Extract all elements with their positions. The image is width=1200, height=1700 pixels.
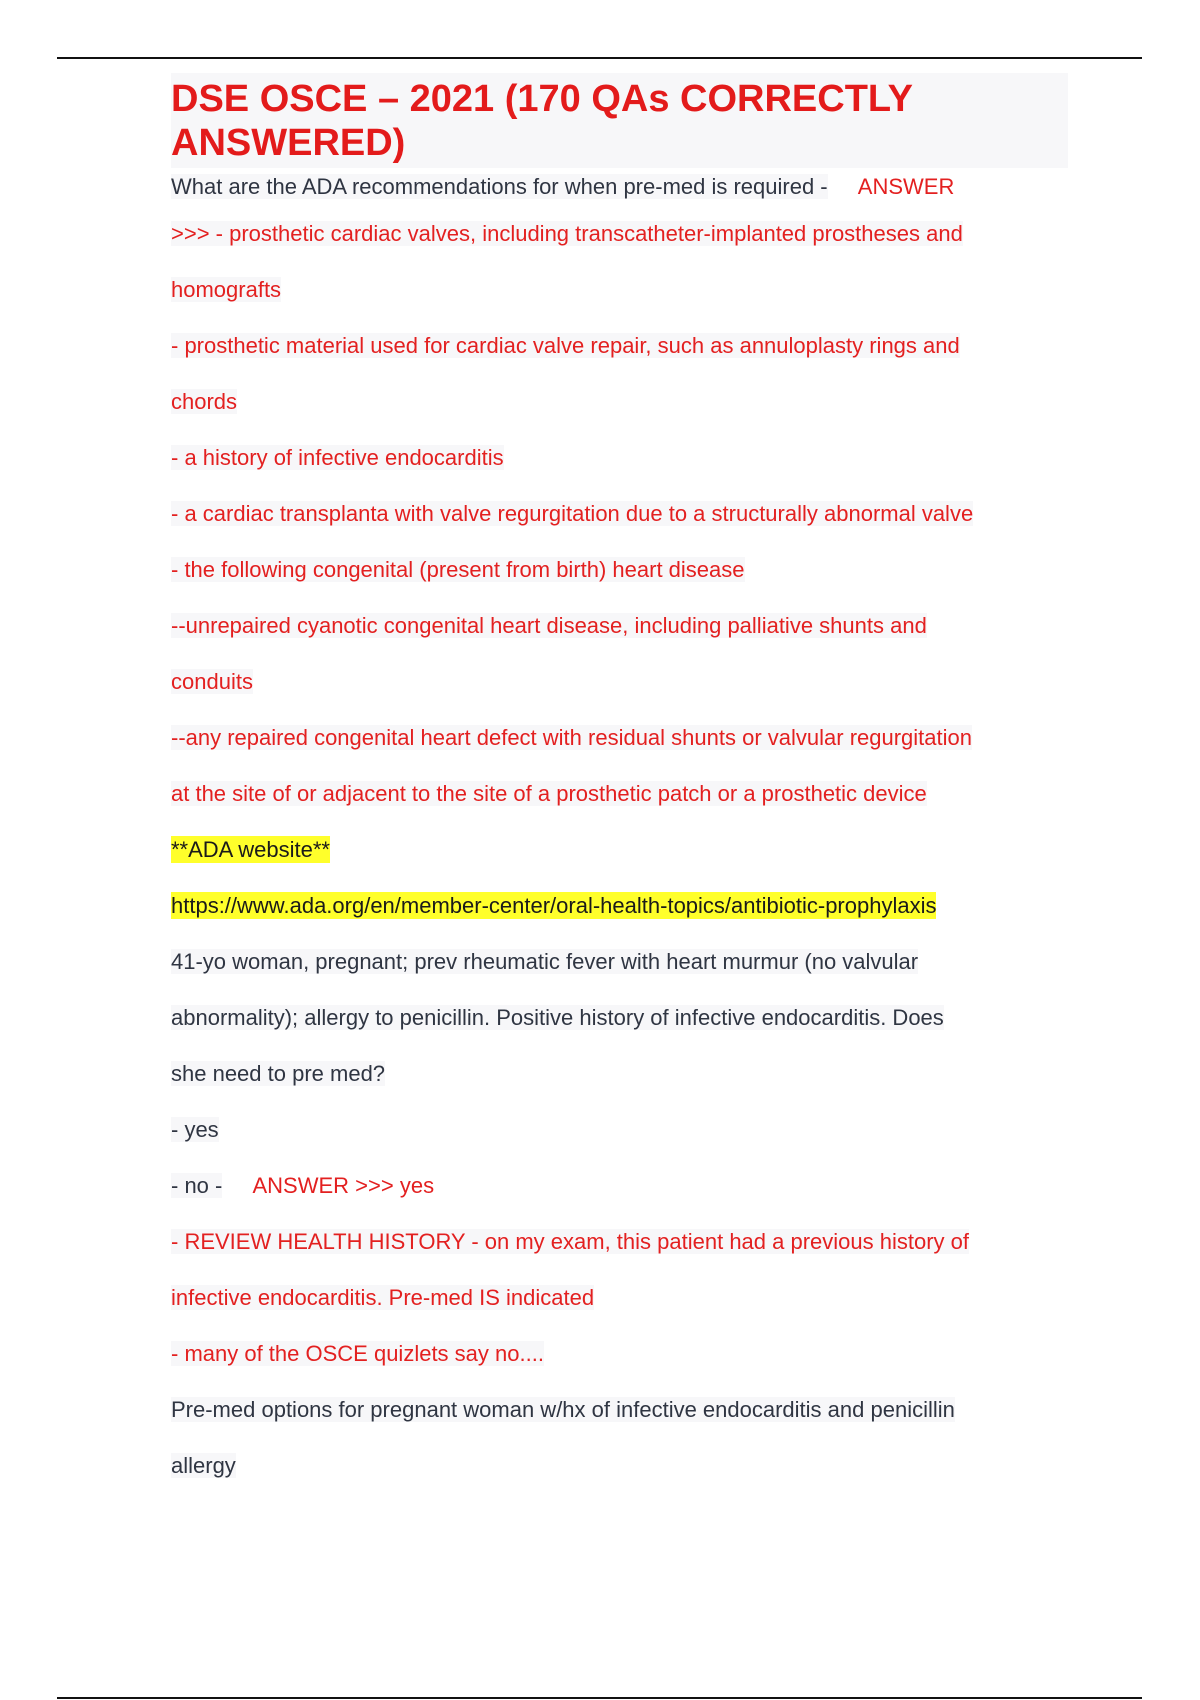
- q2-question-line: [171, 1046, 1071, 1102]
- q3-question-line: [171, 1438, 1071, 1494]
- q1-source-line: [171, 822, 1071, 878]
- q1-answer-line: [171, 262, 1071, 318]
- q1-source-url[interactable]: https://www.ada.org/en/member-center/oral-health-topics/antibiotic-prophylaxis: [171, 893, 937, 918]
- q1-answer-line: [171, 318, 1071, 374]
- q3-question-text: allergy: [171, 1453, 236, 1478]
- q1-answer-text: - prosthetic material used for cardiac valve repair, such as annuloplasty rings and: [171, 333, 960, 358]
- q1-url-line: [171, 878, 1071, 934]
- q3-question-line: [171, 1382, 1071, 1438]
- q2-note-line: [171, 1214, 1071, 1270]
- q3-question-text: Pre-med options for pregnant woman w/hx of infective endocarditis and penicillin: [171, 1397, 955, 1422]
- q1-answer-line: [171, 654, 1071, 710]
- document-page: [171, 73, 1071, 1494]
- q1-answer-line: [171, 486, 1071, 542]
- q1-source-label: **ADA website**: [171, 837, 330, 862]
- q2-option-no-line: [171, 1158, 1071, 1214]
- q2-note-line: [171, 1326, 1071, 1382]
- q1-answer-text: --unrepaired cyanotic congenital heart disease, including palliative shunts and: [171, 613, 927, 638]
- q2-answer-tag: ANSWER: [252, 1173, 350, 1198]
- q2-note-text: - many of the OSCE quizlets say no....: [171, 1341, 544, 1366]
- q1-answer-text: homografts: [171, 277, 282, 302]
- q1-answer-text: --any repaired congenital heart defect with residual shunts or valvular regurgitation: [171, 725, 972, 750]
- q1-answer-line: [171, 206, 1071, 262]
- q1-answer-line: [171, 374, 1071, 430]
- q1-question-line: [171, 168, 1071, 206]
- q2-note-text: infective endocarditis. Pre-med IS indicated: [171, 1285, 595, 1310]
- q1-answer-line: [171, 598, 1071, 654]
- q2-answer-value: >>> yes: [355, 1173, 435, 1198]
- q2-question-text: 41-yo woman, pregnant; prev rheumatic fever with heart murmur (no valvular: [171, 949, 919, 974]
- q1-answer-text: conduits: [171, 669, 253, 694]
- q2-question-text: abnormality); allergy to penicillin. Positive history of infective endocarditis. Does: [171, 1005, 944, 1030]
- title-block: [171, 73, 1068, 168]
- q1-answer-text: at the site of or adjacent to the site of a prosthetic patch or a prosthetic device: [171, 781, 927, 806]
- q1-answer-line: [171, 710, 1071, 766]
- bottom-rule: [57, 1697, 1142, 1699]
- q2-note-text: - REVIEW HEALTH HISTORY - on my exam, this patient had a previous history of: [171, 1229, 970, 1254]
- q1-answer-text: - a history of infective endocarditis: [171, 445, 504, 470]
- document-title: DSE OSCE – 2021 (170 QAs CORRECTLY ANSWERED): [171, 78, 913, 164]
- q1-answer-text: - a cardiac transplanta with valve regurgitation due to a structurally abnormal valve: [171, 501, 974, 526]
- q1-question: What are the ADA recommendations for when pre-med is required -: [171, 174, 828, 199]
- q1-answer-text: >>> - prosthetic cardiac valves, including transcatheter-implanted prostheses and: [171, 221, 963, 246]
- q1-answer-tag: ANSWER: [857, 174, 955, 199]
- q1-answer-line: [171, 430, 1071, 486]
- top-rule: [57, 57, 1142, 59]
- q2-question-line: [171, 934, 1071, 990]
- q2-note-line: [171, 1270, 1071, 1326]
- q1-answer-line: [171, 766, 1071, 822]
- q2-option-yes-line: [171, 1102, 1071, 1158]
- q1-answer-text: - the following congenital (present from birth) heart disease: [171, 557, 745, 582]
- q2-question-text: she need to pre med?: [171, 1061, 386, 1086]
- q2-question-line: [171, 990, 1071, 1046]
- q1-answer-line: [171, 542, 1071, 598]
- q2-option-no: - no -: [171, 1173, 223, 1198]
- q1-answer-text: chords: [171, 389, 238, 414]
- q2-option-yes: - yes: [171, 1117, 219, 1142]
